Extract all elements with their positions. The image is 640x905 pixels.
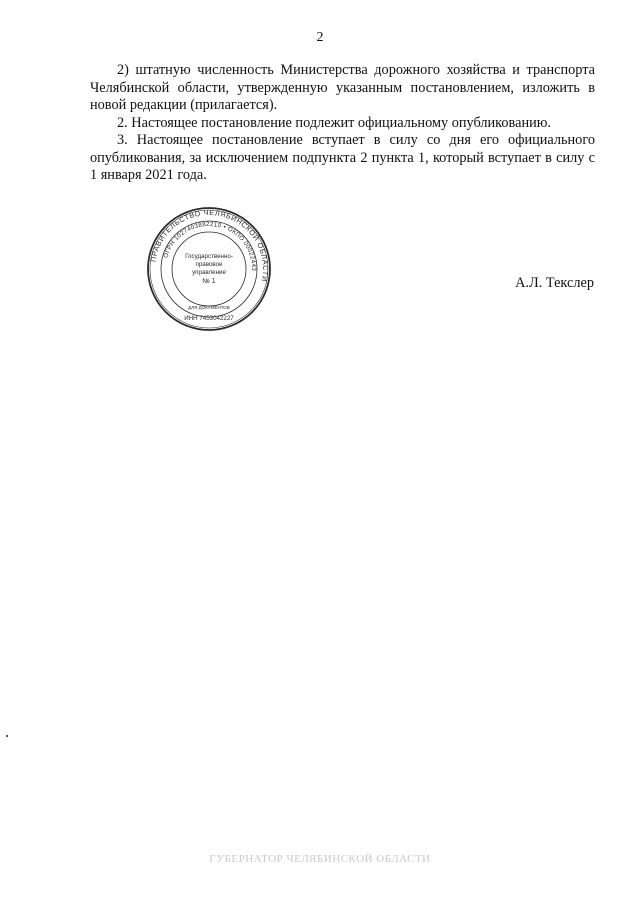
footer-watermark: ГУБЕРНАТОР ЧЕЛЯБИНСКОЙ ОБЛАСТИ — [209, 853, 431, 865]
scan-artifact-dot — [6, 735, 8, 737]
seal-label: ДЛЯ ДОКУМЕНТОВ — [188, 305, 230, 310]
signatory-name: А.Л. Текслер — [515, 275, 594, 291]
paragraph-1: 2) штатную численность Министерства дорожного хозяйства и транспорта Челябинской области, утвержденную указанным постановлением, изложить в новой редакции (прилагается). — [90, 62, 595, 113]
paragraph-2: 2. Настоящее постановление подлежит официальному опубликованию. — [117, 114, 552, 131]
seal-center-line-4: № 1 — [202, 278, 216, 285]
page-number: 2 — [316, 30, 324, 45]
seal-inner-text: ОГРН 1027403882210 • ОКПО 00022443 — [162, 220, 258, 272]
official-seal-stamp — [146, 206, 272, 332]
seal-center-line-3: управление — [192, 269, 226, 276]
paragraph-3: 3. Настоящее постановление вступает в силу со дня его официального опубликования, за исключением подпункта 2 пункта 1, который вступает в силу с 1 января 2021 года. — [90, 132, 595, 183]
seal-outer-text: ПРАВИТЕЛЬСТВО ЧЕЛЯБИНСКОЙ ОБЛАСТИ — [148, 207, 271, 283]
seal-center-line-1: Государственно- — [185, 253, 233, 260]
document-body — [90, 62, 595, 185]
seal-center-line-2: правовое — [195, 261, 223, 268]
seal-bottom-text: ИНН 7453042227 — [184, 315, 234, 322]
